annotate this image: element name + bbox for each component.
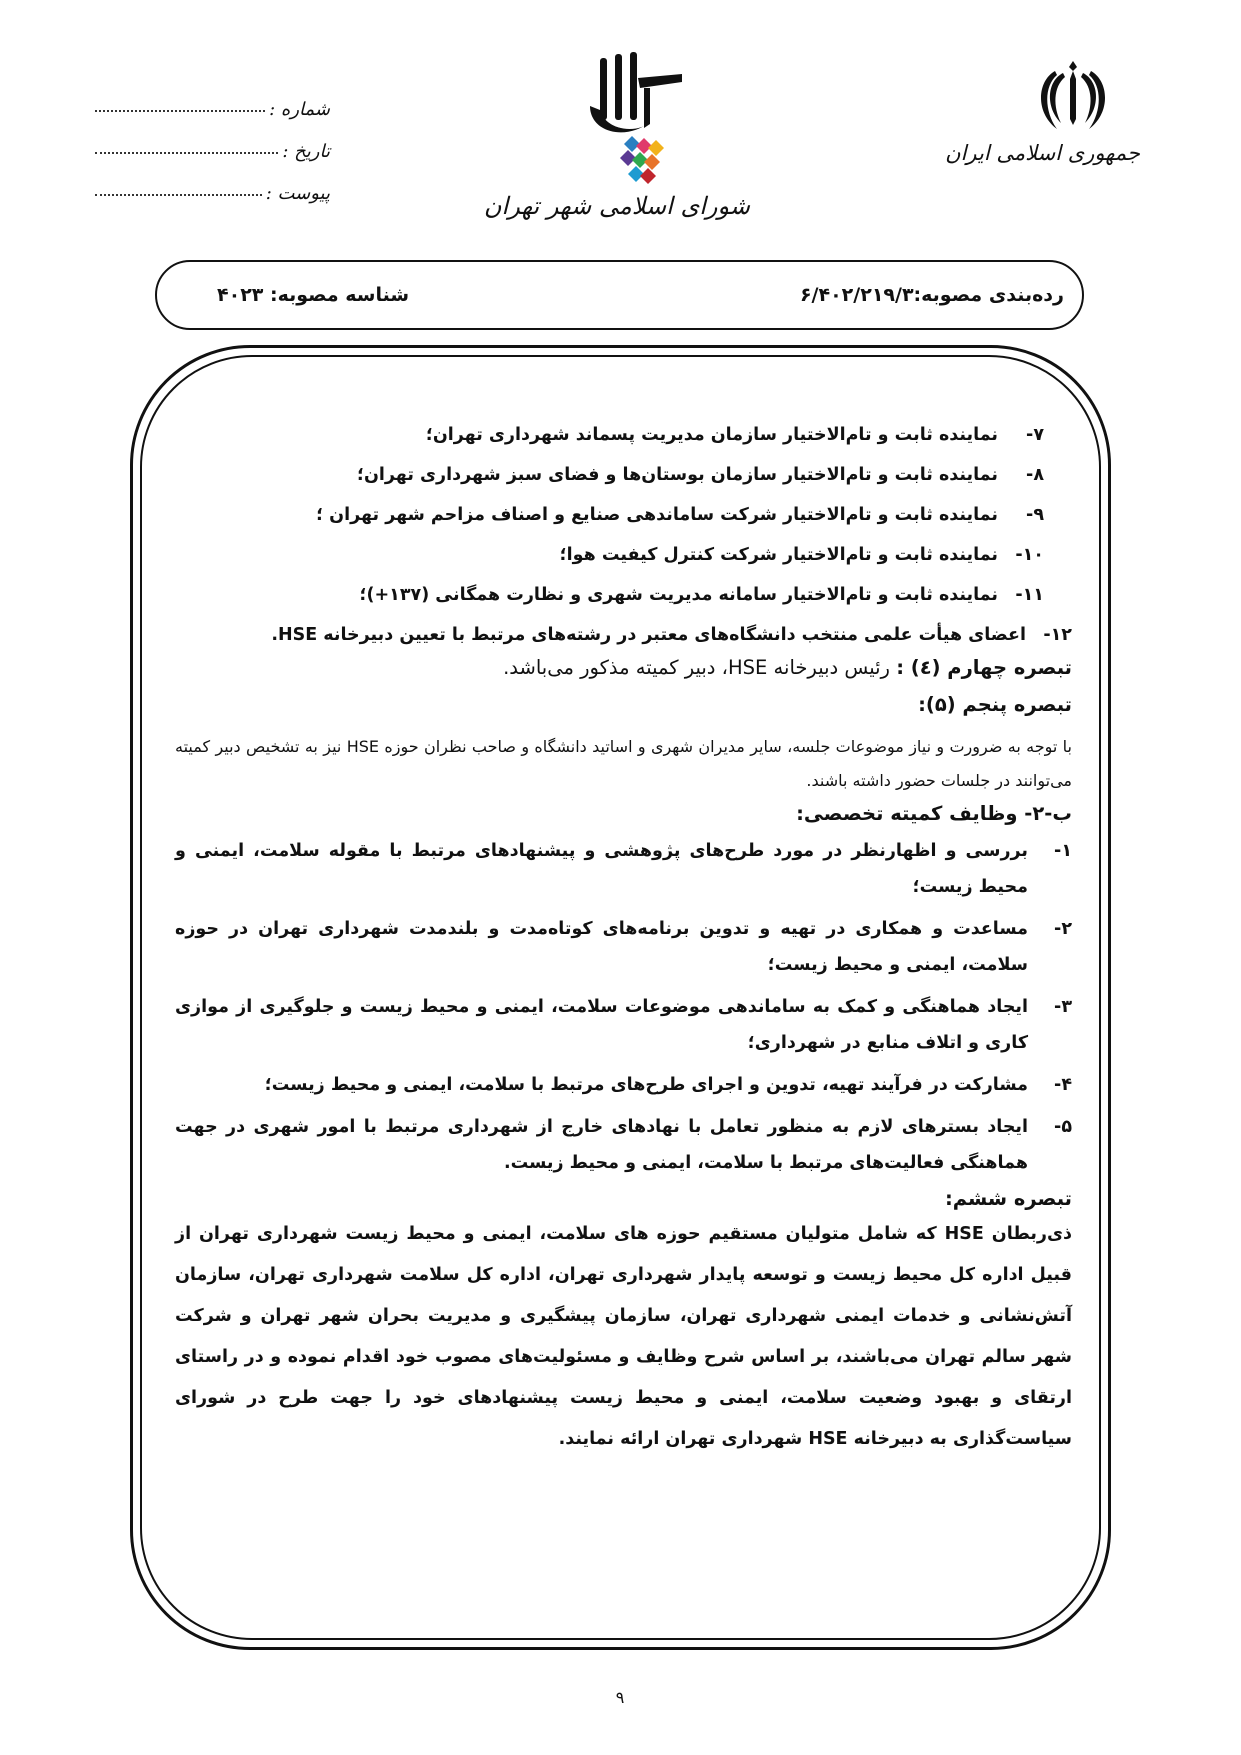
list-item <box>175 465 1072 486</box>
item-text: ایجاد بسترهای لازم به منظور تعامل با نهادهای خارج از شهرداری مرتبط با امور شهری در جهت هماهنگی فعالیت‌های مرتبط با سلامت، ایمنی و محیط زیست. <box>175 1117 1028 1173</box>
item-number: ۹- <box>1026 505 1044 525</box>
list-item <box>175 545 1072 566</box>
meta-label: پیوست : <box>265 183 330 204</box>
list-item <box>175 505 1072 526</box>
list-item <box>175 585 1072 606</box>
item-number: ۱۲- <box>1043 625 1072 645</box>
item-number: ۱۱- <box>1015 585 1044 605</box>
list-item <box>175 833 1072 905</box>
duties-list <box>175 833 1072 1181</box>
duties-heading: ب-۲- وظایف کمیته تخصصی: <box>796 802 1072 825</box>
item-number: ۵- <box>1054 1117 1072 1137</box>
meta-row-date <box>95 120 330 162</box>
meta-row-attachment <box>95 162 330 204</box>
meta-label: شماره : <box>269 99 330 120</box>
emblem-caption: جمهوری اسلامی ایران <box>945 141 1140 165</box>
note-five-title: تبصره پنجم (۵): <box>918 693 1072 716</box>
item-number: ۷- <box>1026 425 1044 445</box>
note-four-text: رئیس دبیرخانه HSE، دبیر کمیته مذکور می‌باشد. <box>503 656 890 679</box>
item-number: ۳- <box>1054 997 1072 1017</box>
item-number: ۴- <box>1054 1075 1072 1095</box>
meta-dotted-line <box>95 110 265 112</box>
item-text: اعضای هیأت علمی منتخب دانشگاه‌های معتبر در رشته‌های مرتبط با تعیین دبیرخانه HSE. <box>271 625 1026 645</box>
item-text: مساعدت و همکاری در تهیه و تدوین برنامه‌های کوتاه‌مدت و بلندمدت شهرداری تهران در حوزه سلامت، ایمنی و محیط زیست؛ <box>175 919 1028 975</box>
item-text: نماینده ثابت و تام‌الاختیار سامانه مدیریت شهری و نظارت همگانی (۱۳۷+)؛ <box>359 585 998 605</box>
approval-classification: رده‌بندی مصوبه:۶/۴۰۲/۲۱۹/۳ <box>799 284 1064 306</box>
page-number: ۹ <box>615 1688 625 1707</box>
meta-dotted-line <box>95 152 278 154</box>
item-number: ۸- <box>1026 465 1044 485</box>
list-item <box>175 1109 1072 1181</box>
list-item <box>175 625 1072 646</box>
note-five-text: با توجه به ضرورت و نیاز موضوعات جلسه، سایر مدیران شهری و اساتید دانشگاه و صاحب نظران حوزه HSE نیز به تشخیص دبیر کمیته می‌توانند در جلسات حضور داشته باشند. <box>175 737 1073 790</box>
item-text: مشارکت در فرآیند تهیه، تدوین و اجرای طرح‌های مرتبط با سلامت، ایمنی و محیط زیست؛ <box>264 1075 1028 1095</box>
council-logo-icon <box>560 48 710 198</box>
approval-id: شناسه مصوبه: ۴۰۲۳ <box>217 284 410 306</box>
list-item <box>175 425 1072 446</box>
iran-emblem-icon <box>1033 55 1113 135</box>
note-six-title: تبصره ششم: <box>944 1187 1072 1210</box>
item-text: نماینده ثابت و تام‌الاختیار شرکت کنترل کیفیت هوا؛ <box>559 545 998 565</box>
item-text: نماینده ثابت و تام‌الاختیار سازمان مدیریت پسماند شهرداری تهران؛ <box>425 425 998 445</box>
meta-dotted-line <box>95 194 262 196</box>
item-text: نماینده ثابت و تام‌الاختیار سازمان بوستان‌ها و فضای سبز شهرداری تهران؛ <box>356 465 998 485</box>
note-four <box>175 656 1072 679</box>
item-number: ۱۰- <box>1015 545 1044 565</box>
item-number: ۱- <box>1054 841 1072 861</box>
note-six-text: ذی‌ربطان HSE که شامل متولیان مستقیم حوزه های سلامت، ایمنی و محیط زیست شهرداری تهران از قبیل اداره کل محیط زیست و توسعه پایدار شهرداری تهران، اداره کل سلامت شهرداری تهران، سازمان آتش‌نشانی و خدمات ایمنی شهرداری تهران، سازمان پیشگیری و مدیریت بحران شهر تهران و شرکت شهر سالم تهران می‌باشند، بر اساس شرح وظایف و مسئولیت‌های مصوب خود اقدام نموده و در راستای ارتقای و بهبود وضعیت سلامت، ایمنی و محیط زیست پیشنهادهای خود را جهت طرح در شورای سیاست‌گذاری به دبیرخانه HSE شهرداری تهران ارائه نمایند. <box>175 1224 1072 1449</box>
council-logo <box>483 48 750 248</box>
item-number: ۲- <box>1054 919 1072 939</box>
document-body <box>175 425 1072 1460</box>
iran-emblem <box>945 55 1140 195</box>
list-item <box>175 989 1072 1061</box>
document-meta-fields <box>95 78 330 204</box>
item-text: نماینده ثابت و تام‌الاختیار شرکت ساماندهی صنایع و اصناف مزاحم شهر تهران ؛ <box>316 505 998 525</box>
item-text: بررسی و اظهارنظر در مورد طرح‌های پژوهشی و پیشنهادهای مرتبط با مقوله سلامت، ایمنی و محیط زیست؛ <box>175 841 1028 897</box>
note-four-title: تبصره چهارم (٤) : <box>896 656 1072 679</box>
list-item <box>175 911 1072 983</box>
meta-label: تاریخ : <box>282 141 330 162</box>
item-text: ایجاد هماهنگی و کمک به ساماندهی موضوعات سلامت، ایمنی و محیط زیست و جلوگیری از موازی کاری و اتلاف منابع در شهرداری؛ <box>175 997 1028 1053</box>
list-item <box>175 1067 1072 1103</box>
approval-info-bar <box>155 260 1084 330</box>
members-list <box>175 425 1072 646</box>
meta-row-number <box>95 78 330 120</box>
council-name: شورای اسلامی شهر تهران <box>483 192 750 220</box>
